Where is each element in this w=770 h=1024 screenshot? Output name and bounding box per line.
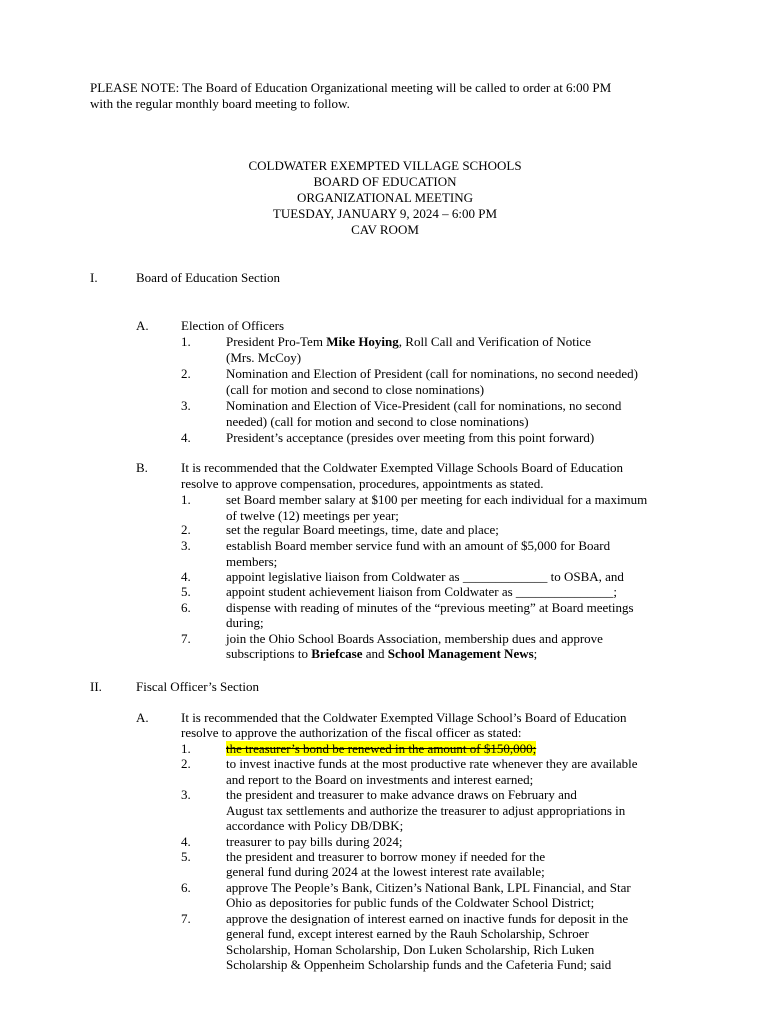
item-number: 6. (181, 600, 191, 615)
section-1a-title: Election of Officers (181, 318, 284, 333)
president-pro-tem-name: Mike Hoying (326, 334, 399, 349)
section-2a-intro-continuation: resolve to approve the authorization of the fiscal officer as stated: (181, 725, 522, 740)
list-item-continuation: subscriptions to Briefcase and School Management News; (226, 646, 538, 661)
meeting-type: ORGANIZATIONAL MEETING (296, 190, 474, 205)
list-item-continuation: general fund during 2024 at the lowest interest rate available; (226, 864, 545, 879)
list-item-continuation: (call for motion and second to close nominations) (226, 382, 485, 397)
list-item-continuation: members; (226, 554, 278, 569)
list-item: Nomination and Election of Vice-President (call for nominations, no second (226, 398, 622, 413)
list-item-continuation: needed) (call for motion and second to close nominations) (226, 414, 529, 429)
item-number: 4. (181, 430, 191, 445)
section-1b-letter: B. (136, 460, 148, 475)
list-item: set Board member salary at $100 per meeting for each individual for a maximum (226, 492, 648, 507)
list-item: approve the designation of interest earned on inactive funds for deposit in the (226, 911, 629, 926)
list-item: appoint legislative liaison from Coldwater as _____________ to OSBA, and (226, 569, 624, 584)
list-item: Nomination and Election of President (call for nominations, no second needed) (226, 366, 638, 381)
list-item-continuation: of twelve (12) meetings per year; (226, 508, 399, 523)
item-number: 5. (181, 584, 191, 599)
item-number: 2. (181, 756, 191, 771)
list-item-continuation: and report to the Board on investments and interest earned; (226, 772, 534, 787)
section-1-numeral: I. (90, 270, 98, 285)
list-item-continuation: August tax settlements and authorize the treasurer to adjust appropriations in (226, 803, 626, 818)
item-number: 1. (181, 741, 191, 756)
item-number: 3. (181, 787, 191, 802)
section-2-numeral: II. (90, 679, 102, 694)
list-item-continuation: during; (226, 615, 264, 630)
highlighted-deleted-text: the treasurer’s bond be renewed in the amount of $150,000; (226, 741, 537, 756)
item-number: 1. (181, 334, 191, 349)
list-item-continuation: (Mrs. McCoy) (226, 350, 302, 365)
list-item: to invest inactive funds at the most productive rate whenever they are available (226, 756, 638, 771)
item-number: 2. (181, 522, 191, 537)
list-item: President Pro-Tem Mike Hoying, Roll Call and Verification of Notice (226, 334, 591, 349)
district-name: COLDWATER EXEMPTED VILLAGE SCHOOLS (248, 158, 522, 173)
item-number: 6. (181, 880, 191, 895)
meeting-date: TUESDAY, JANUARY 9, 2024 – 6:00 PM (272, 206, 498, 221)
item-number: 3. (181, 538, 191, 553)
list-item: the president and treasurer to make advance draws on February and (226, 787, 577, 802)
list-item-continuation: Scholarship, Homan Scholarship, Don Luken Scholarship, Rich Luken (226, 942, 595, 957)
list-item-continuation: Ohio as depositories for public funds of the Coldwater School District; (226, 895, 595, 910)
list-item-continuation: Scholarship & Oppenheim Scholarship funds and the Cafeteria Fund; said (226, 957, 612, 972)
item-number: 4. (181, 834, 191, 849)
meeting-note-line-1: PLEASE NOTE: The Board of Education Organizational meeting will be called to order at 6:00 PM (90, 80, 612, 95)
section-1b-intro-continuation: resolve to approve compensation, procedures, appointments as stated. (181, 476, 544, 491)
section-2a-letter: A. (136, 710, 149, 725)
list-item: set the regular Board meetings, time, date and place; (226, 522, 499, 537)
item-number: 1. (181, 492, 191, 507)
item-number: 7. (181, 911, 191, 926)
list-item: approve The People’s Bank, Citizen’s National Bank, LPL Financial, and Star (226, 880, 631, 895)
list-item: treasurer to pay bills during 2024; (226, 834, 403, 849)
item-number: 7. (181, 631, 191, 646)
section-2a-intro: It is recommended that the Coldwater Exempted Village School’s Board of Education (181, 710, 627, 725)
section-1b-intro: It is recommended that the Coldwater Exempted Village Schools Board of Education (181, 460, 623, 475)
section-1-title: Board of Education Section (136, 270, 281, 285)
section-2-title: Fiscal Officer’s Section (136, 679, 259, 694)
meeting-location: CAV ROOM (351, 222, 419, 237)
item-number: 4. (181, 569, 191, 584)
item-number: 2. (181, 366, 191, 381)
meeting-note-line-2: with the regular monthly board meeting to follow. (90, 96, 350, 111)
item-number: 3. (181, 398, 191, 413)
list-item: establish Board member service fund with an amount of $5,000 for Board (226, 538, 611, 553)
item-number: 5. (181, 849, 191, 864)
board-name: BOARD OF EDUCATION (313, 174, 457, 189)
school-management-news-title: School Management News (387, 646, 534, 661)
list-item-continuation: general fund, except interest earned by the Rauh Scholarship, Schroer (226, 926, 589, 941)
list-item-struck-highlighted (226, 741, 536, 757)
list-item: dispense with reading of minutes of the “previous meeting” at Board meetings (226, 600, 634, 615)
briefcase-title: Briefcase (311, 646, 363, 661)
list-item: appoint student achievement liaison from Coldwater as _______________; (226, 584, 618, 599)
list-item-continuation: accordance with Policy DB/DBK; (226, 818, 404, 833)
list-item: President’s acceptance (presides over meeting from this point forward) (226, 430, 595, 445)
list-item: the president and treasurer to borrow money if needed for the (226, 849, 546, 864)
section-1a-letter: A. (136, 318, 149, 333)
list-item: join the Ohio School Boards Association, membership dues and approve (226, 631, 603, 646)
